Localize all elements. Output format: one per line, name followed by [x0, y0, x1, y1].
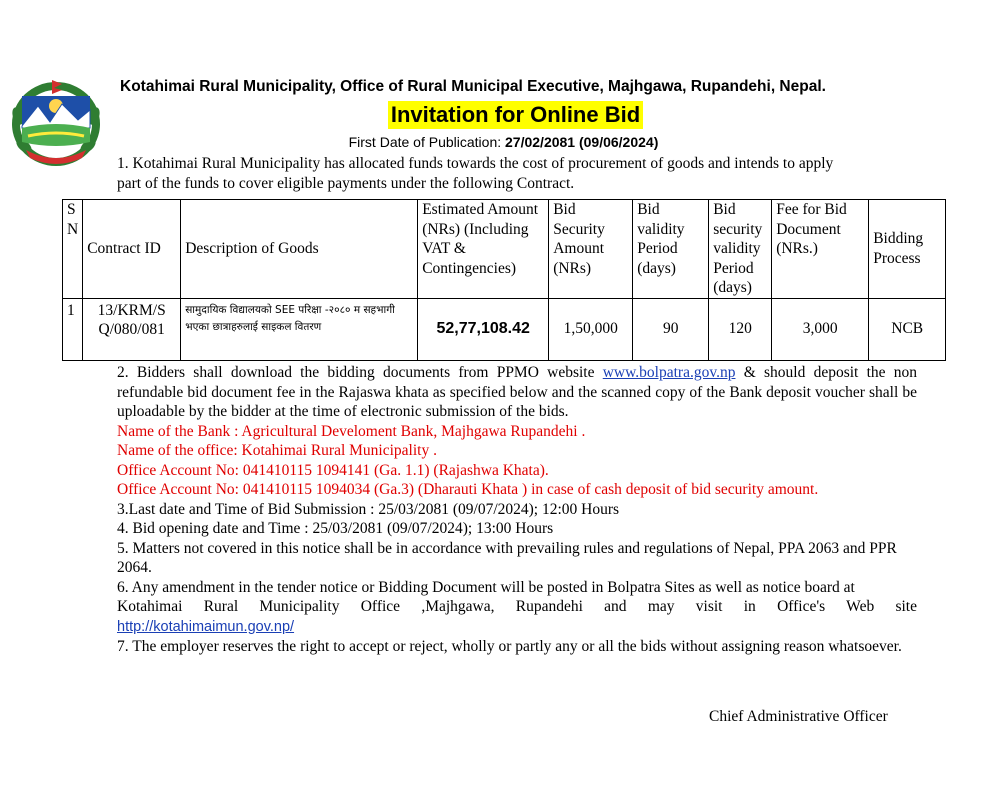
title-wrapper: [0, 101, 1007, 129]
table-header-row: [63, 200, 946, 299]
municipality-website-link[interactable]: http://kotahimaimun.gov.np/: [117, 618, 295, 635]
organization-header: Kotahimai Rural Municipality, Office of Rural Municipal Executive, Majhgawa, Rupandehi, Nepal.: [120, 78, 826, 95]
page-title: Invitation for Online Bid: [388, 101, 643, 129]
paragraph-4: 4. Bid opening date and Time : 25/03/2081 (09/07/2024); 13:00 Hours: [117, 520, 554, 537]
paragraph-7: 7. The employer reserves the right to accept or reject, wholly or partly any or all the bids without assigning reason whatsoever.: [117, 638, 902, 655]
paragraph-2: [117, 363, 917, 422]
paragraph-2-end: & should deposit the non refundable bid document fee in the Rajaswa khata as specified below and the scanned copy of the Bank deposit voucher shall be uploadable by the bidder at the time of electronic submission of the bids.: [117, 364, 917, 420]
cell-validity: 90: [633, 298, 709, 360]
signature-title: Chief Administrative Officer: [709, 708, 888, 725]
cell-amount: 52,77,108.42: [418, 298, 549, 360]
cell-security: 1,50,000: [549, 298, 633, 360]
header-process-label: Bidding Process: [873, 230, 924, 267]
header-description-label: Description of Goods: [185, 240, 319, 257]
cell-security-validity: 120: [709, 298, 772, 360]
cell-description: सामुदायिक विद्यालयको SEE परिक्षा -२०८० म सहभागी भएका छात्राहरुलाई साइकल वितरण: [181, 298, 418, 360]
cell-contract-id: 13/KRM/S Q/080/081: [83, 298, 181, 360]
bank-name: Name of the Bank : Agricultural Develoment Bank, Majhgawa Rupandehi .: [117, 422, 586, 440]
office-name: Name of the office: Kotahimai Rural Municipality .: [117, 442, 437, 459]
intro-line-1: 1. Kotahimai Rural Municipality has allocated funds towards the cost of procurement of goods and intends to apply: [117, 155, 834, 172]
header-fee: Fee for Bid Document (NRs.): [772, 200, 869, 299]
header-contract-id: [83, 200, 181, 299]
table-row: [63, 298, 946, 360]
cell-process: NCB: [869, 298, 946, 360]
bid-table: [62, 199, 946, 361]
account-revenue: Office Account No: 041410115 1094141 (Ga. 1.1) (Rajashwa Khata).: [117, 461, 549, 479]
header-security-validity: Bid security validity Period (days): [709, 200, 772, 299]
publication-date-line: [0, 134, 1007, 150]
paragraph-5: 5. Matters not covered in this notice shall be in accordance with prevailing rules and regulations of Nepal, PPA 2063 and PPR 2064.: [117, 539, 897, 576]
header-validity: Bid validity Period (days): [633, 200, 709, 299]
publication-date-label: First Date of Publication:: [348, 134, 506, 150]
bolpatra-link[interactable]: www.bolpatra.gov.np: [602, 364, 736, 381]
header-security: Bid Security Amount (NRs): [549, 200, 633, 299]
header-sn: S N: [63, 200, 83, 299]
paragraph-2-start: 2. Bidders shall download the bidding documents from PPMO website: [117, 364, 603, 381]
paragraph-3: 3.Last date and Time of Bid Submission : 25/03/2081 (09/07/2024); 12:00 Hours: [117, 500, 620, 518]
paragraph-6-line-1: 6. Any amendment in the tender notice or Bidding Document will be posted in Bolpatra Sites as well as notice board at: [117, 578, 855, 596]
header-description: [181, 200, 418, 299]
cell-sn: 1: [63, 298, 83, 360]
header-amount: Estimated Amount (NRs) (Including VAT & Contingencies): [418, 200, 549, 299]
paragraph-6-line-2: Kotahimai Rural Municipality Office ,Majhgawa, Rupandehi and may visit in Office's Web site: [117, 598, 917, 615]
paragraph-6-link-line: [117, 617, 917, 638]
intro-paragraph: [117, 154, 917, 193]
intro-line-2: part of the funds to cover eligible payments under the following Contract.: [117, 174, 575, 192]
header-contract-id-label: Contract ID: [87, 240, 161, 257]
account-deposit: Office Account No: 041410115 1094034 (Ga.3) (Dharauti Khata ) in case of cash deposit of bid security amount.: [117, 481, 819, 498]
cell-fee: 3,000: [772, 298, 869, 360]
publication-date-value: 27/02/2081 (09/06/2024): [505, 134, 659, 150]
header-process: [869, 200, 946, 299]
notice-body: [117, 363, 917, 657]
